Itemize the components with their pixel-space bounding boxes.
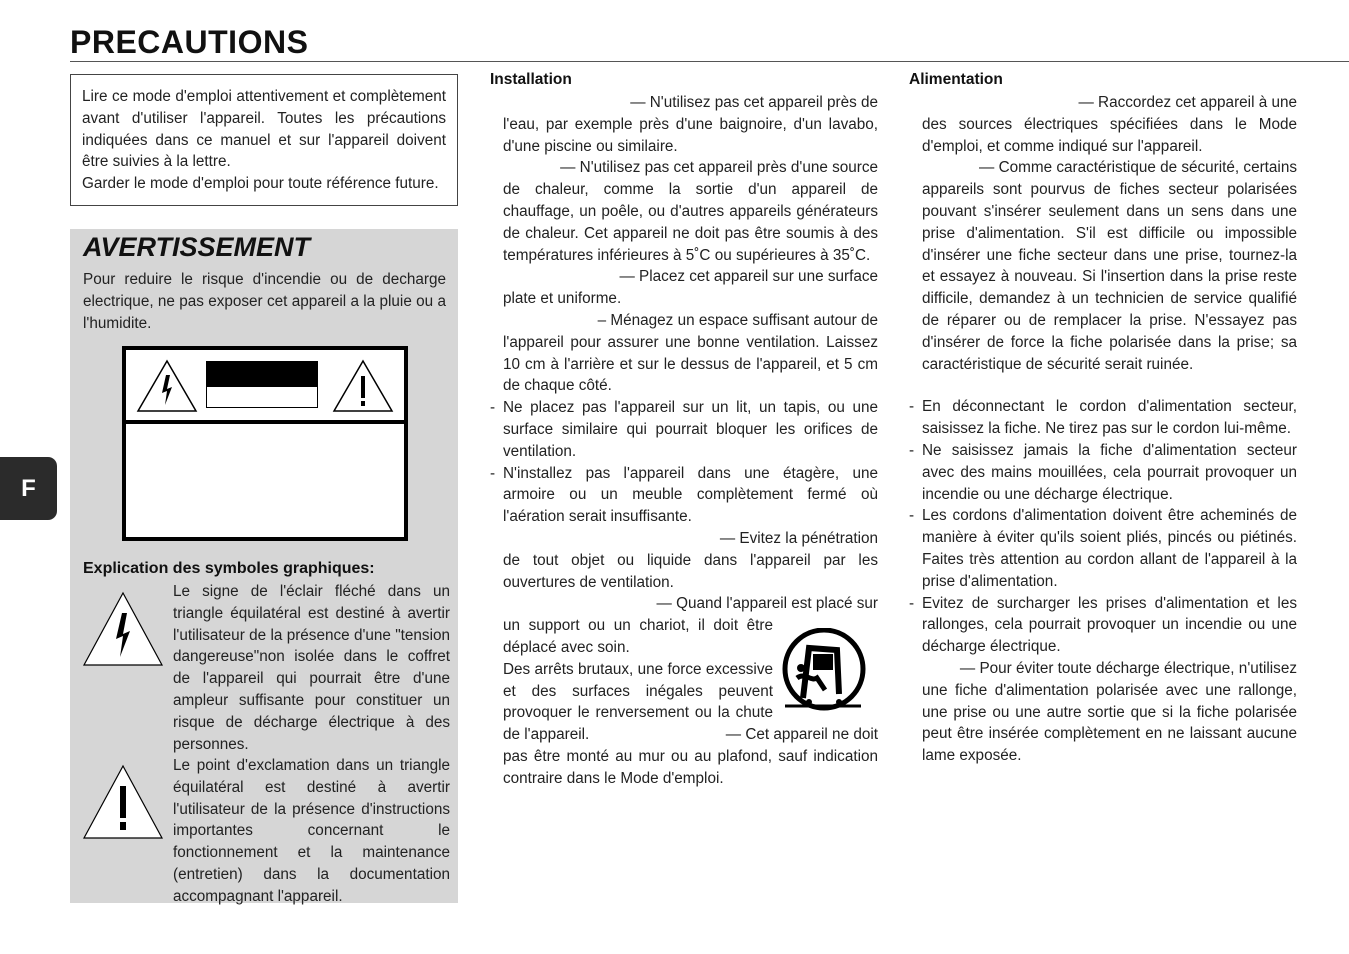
installation-heading: Installation xyxy=(490,71,572,88)
lightning-symbol-text: Le signe de l'éclair fléché dans un triangle équilatéral est destiné à avertir l'utilisateur de la présence d'une "tension dangereuse"non isolée dans le coffret de l'appareil qui pourrait être d'une ampleur suffisante pour constituer un risque de décharge électrique à des personnes. xyxy=(173,583,450,753)
lightning-triangle-icon xyxy=(82,591,164,667)
installation-p6a: — Quand l'appareil est placé sur xyxy=(656,595,878,613)
installation-p1b: l'eau, par exemple près d'une baignoire, d'un lavabo, d'une piscine ou similaire. xyxy=(503,115,878,155)
installation-p3a: — Placez cet appareil sur une surface xyxy=(619,268,878,286)
exclamation-triangle-icon xyxy=(332,359,394,413)
alimentation-column xyxy=(909,92,1297,767)
language-tab[interactable]: F xyxy=(0,457,57,520)
installation-p6b: un support ou un chariot, il doit être déplacé avec soin. xyxy=(503,617,773,656)
caution-label-plate xyxy=(206,361,318,408)
avertissement-title: AVERTISSEMENT xyxy=(83,232,311,262)
installation-dash2: - N'installez pas l'appareil dans une étagère, une armoire ou un meuble complètement fermé où l'aération serait insuffisante. xyxy=(490,463,878,528)
installation-p7b: pas être monté au mur ou au plafond, sauf indication contraire dans le Mode d'emploi. xyxy=(503,747,878,787)
title-rule xyxy=(70,61,1349,62)
alimentation-p2a: — Comme caractéristique de sécurité, certains xyxy=(979,159,1297,177)
intro-note: Garder le mode d'emploi pour toute référence future. xyxy=(82,175,439,193)
caution-label-box xyxy=(122,346,408,541)
alimentation-p3b: une fiche d'alimentation polarisée avec une rallonge, une prise ou une autre sortie que si la fiche polarisée peut être insérée complètement en ne laissant aucune lame exposée. xyxy=(922,681,1297,765)
alimentation-p1a: — Raccordez cet appareil à une xyxy=(1078,94,1297,111)
lightning-triangle-icon xyxy=(136,359,198,413)
installation-p5b: de tout objet ou liquide dans l'appareil par les ouvertures de ventilation. xyxy=(503,551,878,591)
alimentation-dash2: - Ne saisissez jamais la fiche d'alimentation secteur avec des mains mouillées, cela pourrait provoquer un incendie ou une décharge électrique. xyxy=(909,440,1297,505)
installation-p3b: plate et uniforme. xyxy=(503,290,622,308)
installation-p7a: — Cet appareil ne doit xyxy=(725,726,878,744)
installation-column xyxy=(490,92,878,790)
installation-p1a: — N'utilisez pas cet appareil près de xyxy=(630,94,878,111)
installation-p6c: Des arrêts brutaux, une force excessive et des surfaces inégales peuvent provoquer le renversement ou la chute de l'appareil. xyxy=(503,660,773,744)
symbols-heading: Explication des symboles graphiques: xyxy=(83,560,375,577)
alimentation-heading: Alimentation xyxy=(909,71,1003,88)
intro-text: Lire ce mode d'emploi attentivement et complètement avant d'utiliser l'appareil. Toutes les précautions indiquées dans ce manuel et sur l'appareil doivent être suivies à la lettre. xyxy=(82,88,446,171)
cart-warning-icon xyxy=(781,628,867,714)
alimentation-dash1: - En déconnectant le cordon d'alimentation secteur, saisissez la fiche. Ne tirez pas sur le cordon lui-même. xyxy=(909,396,1297,440)
intro-box xyxy=(70,74,458,206)
exclamation-symbol-text: Le point d'exclamation dans un triangle équilatéral est destiné à avertir l'utilisateur de la présence d'instructions importantes concernant le fonctionnement et la maintenance (entretien) dans la documentation accompagnant l'appareil. xyxy=(173,757,450,905)
alimentation-dash3: - Les cordons d'alimentation doivent être acheminés de manière à éviter qu'ils soient pliés, pincés ou piétinés. Faites très attention au cordon allant de l'appareil à la prise d'alimentation. xyxy=(909,505,1297,592)
alimentation-p3a: — Pour éviter toute décharge électrique, n'utilisez xyxy=(959,659,1297,677)
caution-label-bar xyxy=(207,362,317,387)
installation-p4a: – Ménagez un espace suffisant autour de xyxy=(597,311,878,329)
installation-p2a: — N'utilisez pas cet appareil près d'une source xyxy=(560,159,878,177)
installation-dash1: - Ne placez pas l'appareil sur un lit, un tapis, ou une surface similaire qui pourrait bloquer les orifices de ventilation. xyxy=(490,397,878,462)
avertissement-panel xyxy=(70,229,458,903)
alimentation-p1b: des sources électriques spécifiées dans le Mode d'emploi, et comme indiqué sur l'appareil. xyxy=(922,115,1297,155)
installation-p5a: — Evitez la pénétration xyxy=(719,529,878,547)
installation-p2b: de chaleur, comme la sortie d'un appareil de chauffage, un poêle, ou d'autres appareils générateurs de chaleur. Cet appareil ne doit pas être soumis à des températures inférieures à 5˚C ou supérieures à 35˚C. xyxy=(503,181,878,264)
alimentation-dash4: - Evitez de surcharger les prises d'alimentation et les rallonges, cela pourrait provoquer un incendie ou une décharge électrique. xyxy=(909,593,1297,658)
avertissement-body: Pour reduire le risque d'incendie ou de decharge electrique, ne pas exposer cet appareil a la pluie ou a l'humidite. xyxy=(83,271,446,332)
alimentation-p2b: appareils sont pourvus de fiches secteur polarisées pouvant s'insérer seulement dans un sens dans une prise d'alimentation. S'il est difficile ou impossible d'insérer une fiche secteur dans une prise, tournez-la et essayez à nouveau. Si l'insertion dans la prise reste difficile, demandez à un technicien de service qualifié de réparer ou de remplacer la prise. N'essayez pas d'insérer de force la fiche polarisée dans la prise; sa caractéristique de sécurité serait ruinée. xyxy=(922,181,1297,373)
caution-label-header xyxy=(126,350,404,424)
exclamation-triangle-icon xyxy=(82,764,164,840)
page-title: PRECAUTIONS xyxy=(70,24,309,60)
installation-p4b: l'appareil pour assurer une bonne ventilation. Laissez 10 cm à l'arrière et sur le dessus de l'appareil, et 5 cm de chaque côté. xyxy=(503,333,878,395)
